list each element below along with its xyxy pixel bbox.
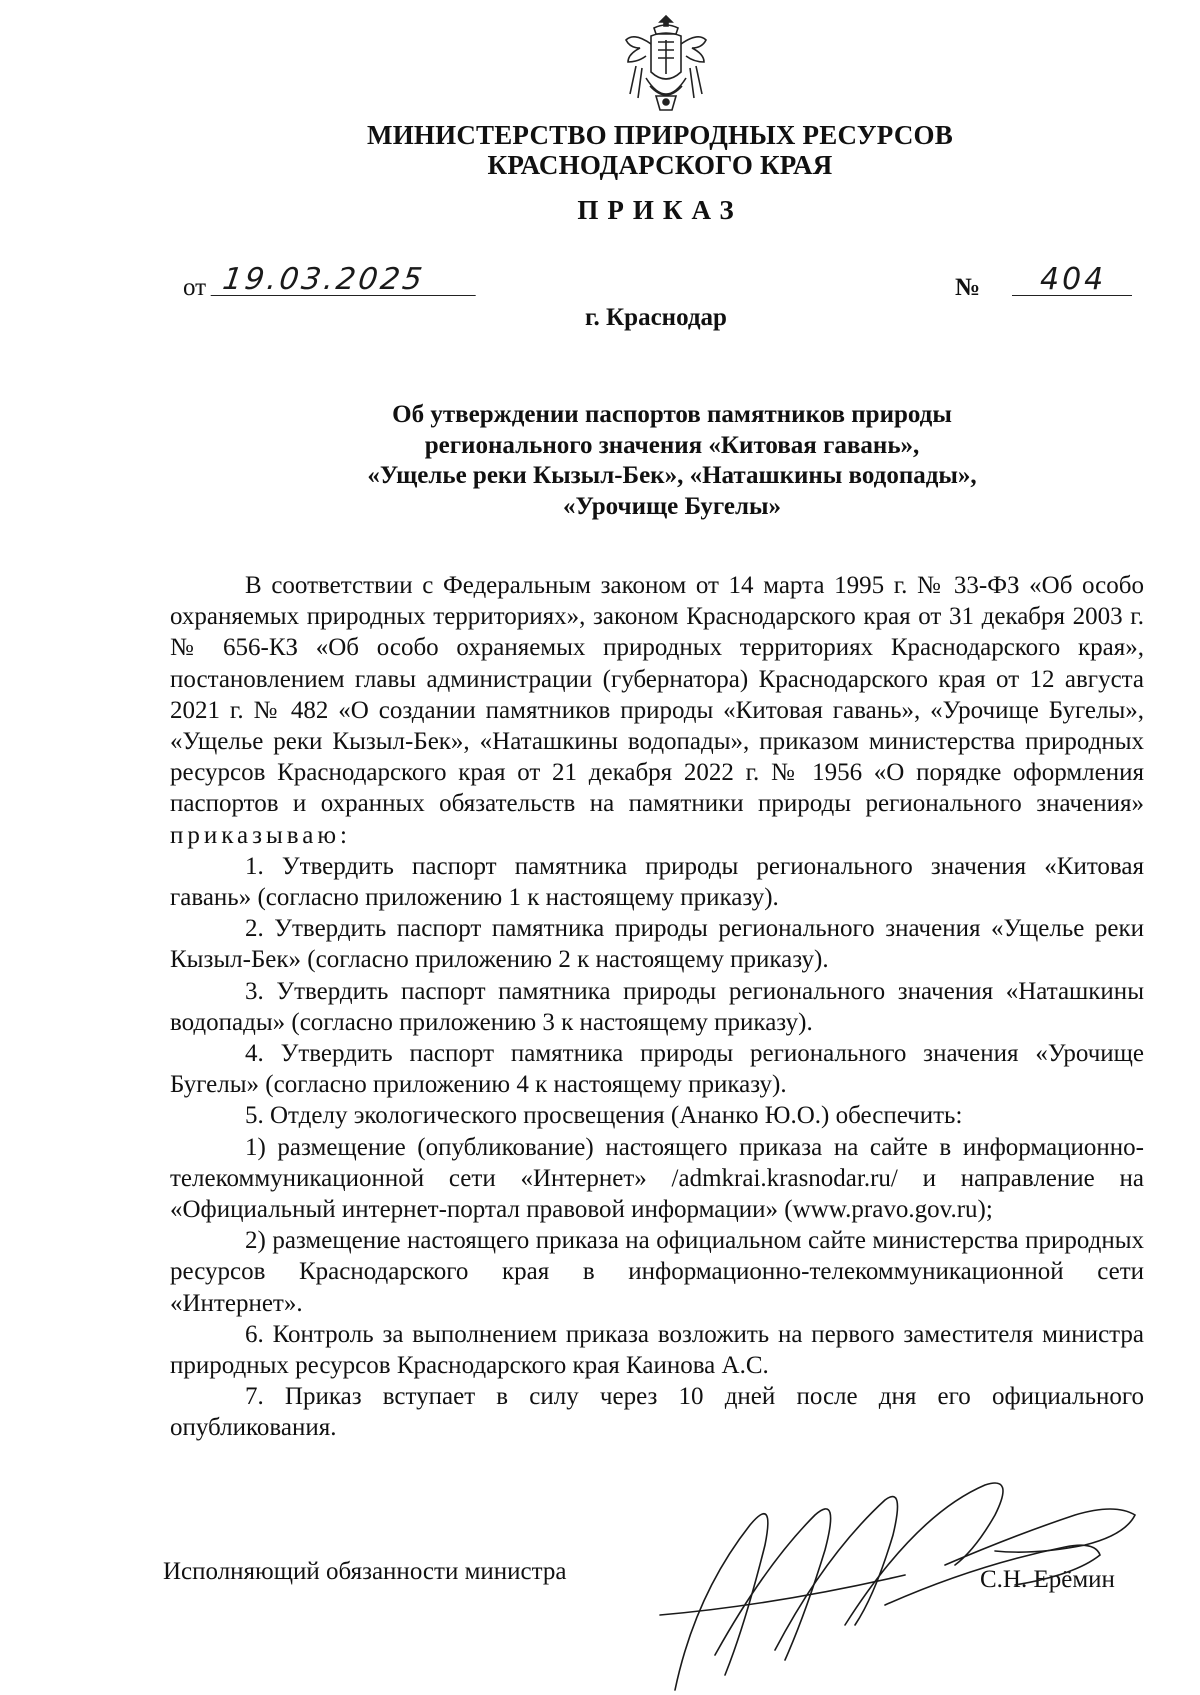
order-item: 7. Приказ вступает в силу через 10 дней после дня его официального опубликования. — [170, 1383, 1144, 1442]
signatory-name: С.Н. Ерёмин — [980, 1566, 1115, 1593]
order-body — [170, 570, 1144, 1444]
order-item: 5. Отделу экологического просвещения (Ананко Ю.О.) обеспечить: — [245, 1102, 963, 1130]
ministry-name-line1: МИНИСТЕРСТВО ПРИРОДНЫХ РЕСУРСОВ — [367, 120, 953, 150]
preamble-text: В соответствии с Федеральным законом от 14 марта 1995 г. № 33-ФЗ «Об особо охраняемых природных территориях», законом Краснодарского края от 31 декабря 2003 г. № 656-КЗ «Об особо охраняемых природных территориях Краснодарского края», постановлением главы администрации (губернатора) Краснодарского края от 12 августа 2021 г. № 482 «О создании памятников природы «Китовая гавань», «Урочище Бугелы», «Ущелье реки Кызыл-Бек», «Наташкины водопады», приказом министерства природных ресурсов Краснодарского края от 21 декабря 2022 г. № 1956 «О порядке оформления паспортов и охранных обязательств на памятники природы регионального значения» — [170, 572, 1144, 818]
order-subject — [272, 400, 1072, 522]
document-type: ПРИКАЗ — [577, 195, 743, 225]
signatory-position: Исполняющий обязанности министра — [163, 1558, 567, 1585]
subject-line: Об утверждении паспортов памятников природы — [392, 401, 952, 428]
order-item: 6. Контроль за выполнением приказа возложить на первого заместителя министра природных ресурсов Краснодарского края Каинова А.С. — [170, 1320, 1144, 1380]
signature-icon — [655, 1455, 1155, 1695]
order-item: 2. Утвердить паспорт памятника природы регионального значения «Ущелье реки Кызыл-Бек» (согласно приложению 2 к настоящему приказу). — [170, 915, 1144, 974]
number-label: № — [955, 274, 981, 301]
order-subitem: 2) размещение настоящего приказа на официальном сайте министерства природных ресурсов Краснодарского края в информационно-телекоммуникационной сети «Интернет». — [170, 1227, 1144, 1317]
order-subitem: 1) размещение (опубликование) настоящего приказа на сайте в информационно-телекоммуникационной сети «Интернет» /admkrai.krasnodar.ru/ и направление на «Официальный интернет-портал правовой информации» (www.pravo.gov.ru); — [170, 1133, 1144, 1224]
order-item: 1. Утвердить паспорт памятника природы регионального значения «Китовая гавань» (согласно приложению 1 к настоящему приказу). — [170, 852, 1144, 912]
date-label: от — [183, 274, 207, 301]
handwritten-number: 404 — [1012, 262, 1132, 296]
preamble-paragraph — [170, 570, 1144, 851]
handwritten-date: 19.03.2025 — [211, 262, 481, 296]
subject-line: «Урочище Бугелы» — [562, 492, 782, 520]
order-item: 4. Утвердить паспорт памятника природы регионального значения «Урочище Бугелы» (согласно приложению 4 к настоящему приказу). — [170, 1040, 1144, 1099]
order-item: 3. Утвердить паспорт памятника природы регионального значения «Наташкины водопады» (согласно приложению 3 к настоящему приказу). — [170, 977, 1144, 1036]
city: г. Краснодар — [585, 304, 727, 331]
subject-line: регионального значения «Китовая гавань», — [424, 431, 920, 459]
order-word: приказываю: — [170, 821, 351, 849]
subject-line: «Ущелье реки Кызыл-Бек», «Наташкины водопады», — [367, 462, 977, 489]
coat-of-arms-icon — [616, 14, 716, 118]
ministry-name-line2: КРАСНОДАРСКОГО КРАЯ — [487, 150, 833, 180]
